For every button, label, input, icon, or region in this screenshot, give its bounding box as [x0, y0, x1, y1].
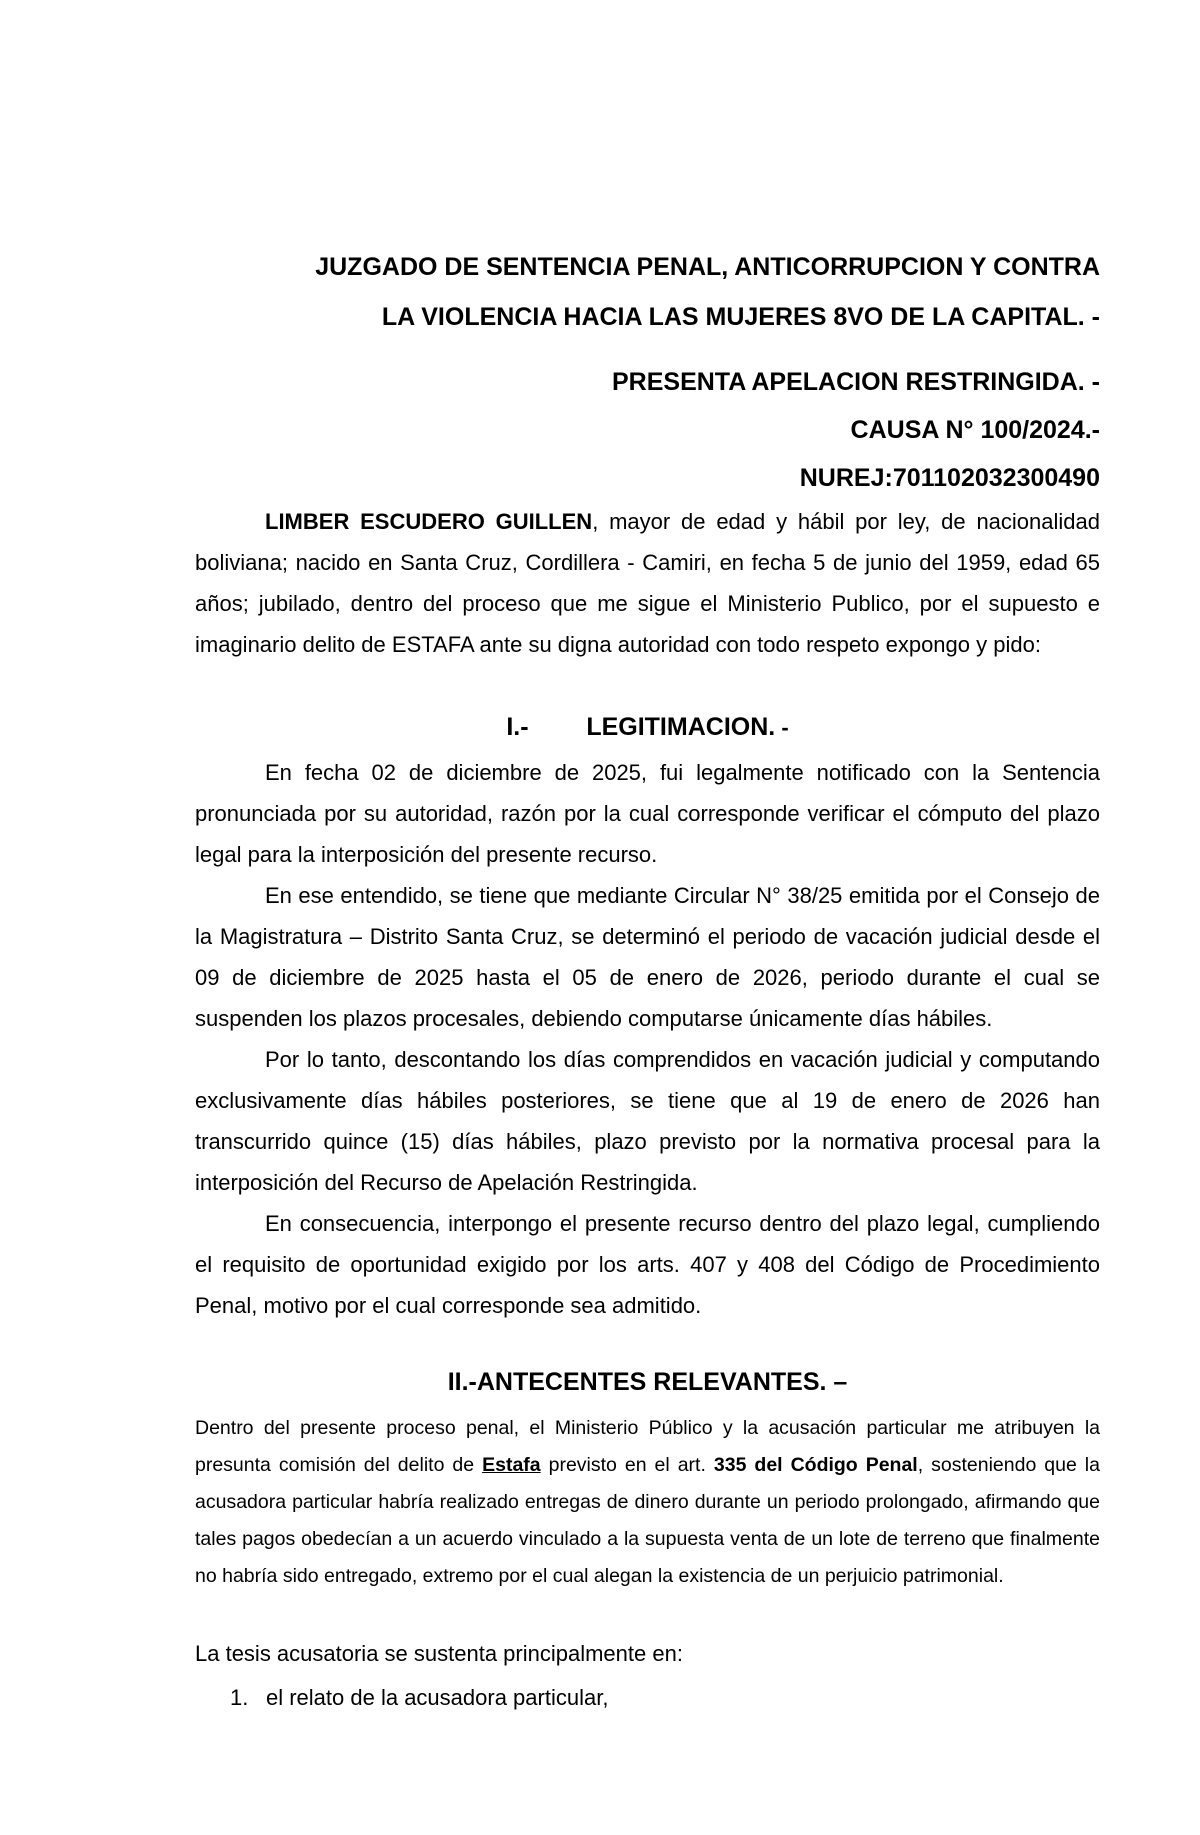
antecedents-text-middle: previsto en el art.: [540, 1454, 714, 1476]
thesis-intro: [195, 1633, 1100, 1674]
paragraph-judicial-vacation: En ese entendido, se tiene que mediante Circular N° 38/25 emitida por el Consejo de la Magistratura – Distrito Santa Cruz, se determinó el periodo de vacación judicial desde el 09 de diciembre de 2025 hasta el 05 de enero de 2026, periodo durante el cual se suspenden los plazos procesales, debiendo computarse únicamente días hábiles.: [195, 883, 1100, 1031]
court-name-line-1: JUZGADO DE SENTENCIA PENAL, ANTICORRUPCION Y CONTRA: [315, 253, 1100, 281]
appellant-name: LIMBER ESCUDERO GUILLEN: [265, 509, 593, 534]
list-item-text: el relato de la acusadora particular,: [266, 1685, 609, 1710]
section-1-heading: [195, 712, 1100, 743]
crime-name: Estafa: [482, 1454, 541, 1476]
nurej-number: NUREJ:701102032300490: [799, 464, 1100, 492]
section-2-heading: II.-ANTECENTES RELEVANTES. –: [447, 1368, 848, 1396]
section-1-title: LEGITIMACION.: [586, 713, 776, 741]
paragraph-notification: En fecha 02 de diciembre de 2025, fui legalmente notificado con la Sentencia pronunciada por su autoridad, razón por la cual corresponde verificar el cómputo del plazo legal para la interposición del presente recurso.: [195, 760, 1100, 867]
list-item-number: 1.: [230, 1685, 249, 1710]
section-1-number: I.-: [506, 713, 529, 741]
intro-text: , mayor de edad y hábil por ley, de nacionalidad boliviana; nacido en Santa Cruz, Cordillera - Camiri, en fecha 5 de junio del 1959, edad 65 años; jubilado, dentro del proceso que me sigue el Ministerio Publico, por el supuesto e imaginario delito de ESTAFA ante su digna autoridad con todo respeto expongo y pido:: [195, 509, 1100, 657]
court-name-line-2: LA VIOLENCIA HACIA LAS MUJERES 8VO DE LA CAPITAL. -: [381, 303, 1100, 331]
penal-code-article: 335 del Código Penal: [713, 1454, 918, 1476]
section-1-body: [195, 752, 1100, 1326]
section-1-title-suffix: -: [775, 715, 789, 740]
case-number: CAUSA N° 100/2024.-: [850, 416, 1100, 444]
antecedents-text-end: , sosteniendo que la acusadora particular habría realizado entregas de dinero durante un periodo prolongado, afirmando que tales pagos obedecían a un acuerdo vinculado a la supuesta venta de un lote de terreno que finalmente no habría sido entregado, extremo por el cual alegan la existencia de un perjuicio patrimonial.: [195, 1454, 1100, 1587]
paragraph-term-computation: Por lo tanto, descontando los días comprendidos en vacación judicial y computando exclusivamente días hábiles posteriores, se tiene que al 19 de enero de 2026 han transcurrido quince (15) días hábiles, plazo previsto por la normativa procesal para la interposición del Recurso de Apelación Restringida.: [195, 1047, 1100, 1195]
antecedents-text-start: Dentro del presente proceso penal, el Ministerio Público y la acusación particular me atribuyen la presunta comisión del delito de: [195, 1417, 1100, 1476]
thesis-text: La tesis acusatoria se sustenta principalmente en:: [195, 1641, 683, 1666]
paragraph-consequence: En consecuencia, interpongo el presente recurso dentro del plazo legal, cumpliendo el requisito de oportunidad exigido por los arts. 407 y 408 del Código de Procedimiento Penal, motivo por el cual corresponde sea admitido.: [195, 1211, 1100, 1318]
document-subject: PRESENTA APELACION RESTRINGIDA. -: [612, 368, 1100, 396]
intro-paragraph: [195, 501, 1100, 665]
list-item: [230, 1683, 608, 1713]
section-2-paragraph: [195, 1410, 1100, 1595]
